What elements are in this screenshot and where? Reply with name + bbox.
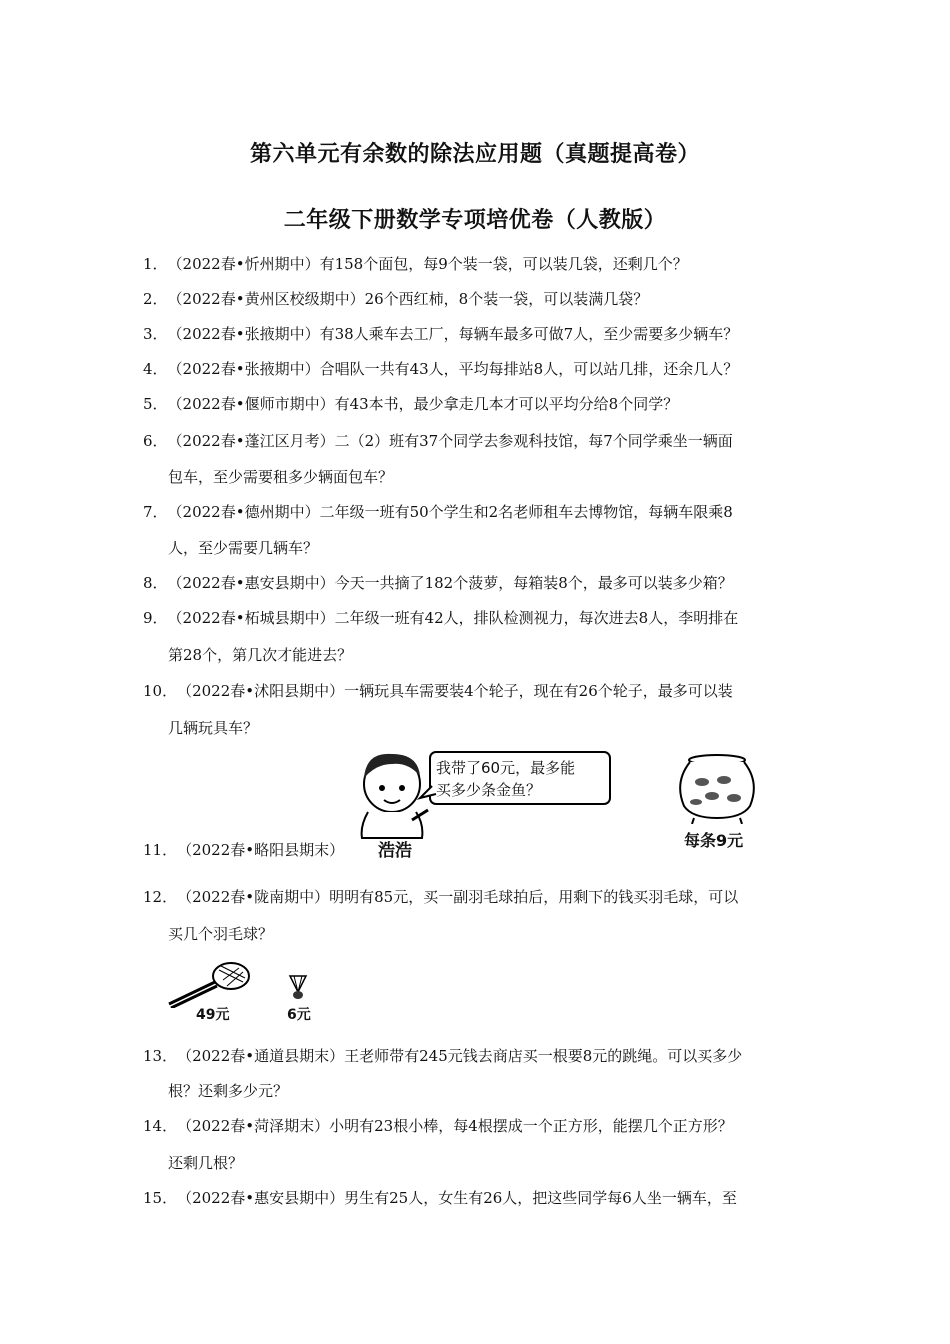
question-15 <box>143 1181 813 1216</box>
question-2 <box>143 282 813 317</box>
question-8 <box>143 566 813 601</box>
shuttlecock-price-label: 6元 <box>287 1007 311 1023</box>
question-number: 12． <box>143 888 178 906</box>
page-title: 第六单元有余数的除法应用题（真题提高卷） <box>249 142 700 167</box>
question-9 <box>143 601 813 636</box>
question-text: （2022春•黄州区校级期中）26个西红柿，8个装一袋，可以装满几袋？ <box>167 290 649 308</box>
question-6-continued: 包车，至少需要租多少辆面包车？ <box>168 468 394 486</box>
fish-price-label: 每条9元 <box>684 831 744 850</box>
question-text: （2022春•张掖期中）有38人乘车去工厂，每辆车最多可做7人，至少需要多少辆车？ <box>167 325 739 343</box>
boy-name-label: 浩浩 <box>378 841 412 861</box>
question-number: 10． <box>143 682 178 700</box>
question-12 <box>143 880 813 915</box>
question-number: 3． <box>143 325 168 343</box>
question-text: （2022春•沭阳县期中）一辆玩具车需要装4个轮子，现在有26个轮子，最多可以装 <box>177 682 733 700</box>
question-text: （2022春•菏泽期末）小明有23根小棒，每4根摆成一个正方形，能摆几个正方形？ <box>177 1117 733 1135</box>
question-text: （2022春•惠安县期中）今天一共摘了182个菠萝，每箱装8个，最多可以装多少箱？ <box>167 574 733 592</box>
question-text: （2022春•张掖期中）合唱队一共有43人，平均每排站8人，可以站几排，还余几人？ <box>167 360 739 378</box>
question-number: 8． <box>143 574 168 592</box>
racket-price-label: 49元 <box>196 1007 230 1023</box>
question-1 <box>143 247 813 282</box>
question-10 <box>143 674 813 709</box>
question-text: （2022春•德州期中）二年级一班有50个学生和2名老师租车去博物馆，每辆车限乘8 <box>167 503 733 521</box>
question-number: 15． <box>143 1189 178 1207</box>
page-subtitle: 二年级下册数学专项培优卷（人教版） <box>283 208 667 233</box>
fish-bowl-image <box>672 752 762 824</box>
speech-line-1: 我带了60元，最多能 <box>436 759 576 777</box>
shuttlecock-image <box>284 972 314 1004</box>
question-number: 14． <box>143 1117 178 1135</box>
question-10-continued: 几辆玩具车？ <box>168 719 259 737</box>
question-text: （2022春•惠安县期中）男生有25人，女生有26人，把这些同学每6人坐一辆车，至 <box>177 1189 737 1207</box>
question-text: （2022春•陇南期中）明明有85元，买一副羽毛球拍后，用剩下的钱买羽毛球，可以 <box>177 888 739 906</box>
question-number: 2． <box>143 290 168 308</box>
question-7-continued: 人，至少需要几辆车？ <box>168 539 319 557</box>
question-13 <box>143 1039 813 1074</box>
question-3 <box>143 317 813 352</box>
badminton-racket-image <box>163 958 259 1008</box>
question-number: 7． <box>143 503 168 521</box>
question-14 <box>143 1109 813 1144</box>
question-number: 9． <box>143 609 168 627</box>
question-number: 6． <box>143 432 168 450</box>
question-text: （2022春•偃师市期中）有43本书，最少拿走几本才可以平均分给8个同学？ <box>167 395 679 413</box>
question-12-continued: 买几个羽毛球？ <box>168 925 274 943</box>
question-number: 1． <box>143 255 168 273</box>
question-6 <box>143 424 813 459</box>
question-13-continued: 根？还剩多少元？ <box>168 1082 289 1100</box>
question-number: 5． <box>143 395 168 413</box>
question-number: 11． <box>143 841 178 859</box>
question-number: 13． <box>143 1047 178 1065</box>
question-text: （2022春•通道县期末）王老师带有245元钱去商店买一根要8元的跳绳。可以买多少 <box>177 1047 743 1065</box>
question-number: 4． <box>143 360 168 378</box>
question-text: （2022春•蓬江区月考）二（2）班有37个同学去参观科技馆，每7个同学乘坐一辆面 <box>167 432 733 450</box>
question-text: （2022春•柘城县期中）二年级一班有42人，排队检测视力，每次进去8人，李明排在 <box>167 609 739 627</box>
speech-line-2: 买多少条金鱼？ <box>436 781 542 799</box>
question-5 <box>143 387 813 422</box>
question-14-continued: 还剩几根？ <box>168 1154 244 1172</box>
speech-bubble-text <box>436 757 575 801</box>
question-text: （2022春•忻州期中）有158个面包，每9个装一袋，可以装几袋，还剩几个？ <box>167 255 688 273</box>
question-4 <box>143 352 813 387</box>
question-11 <box>143 833 813 868</box>
question-7 <box>143 495 813 530</box>
question-9-continued: 第28个，第几次才能进去？ <box>168 646 353 664</box>
question-text: （2022春•略阳县期末） <box>177 841 345 859</box>
